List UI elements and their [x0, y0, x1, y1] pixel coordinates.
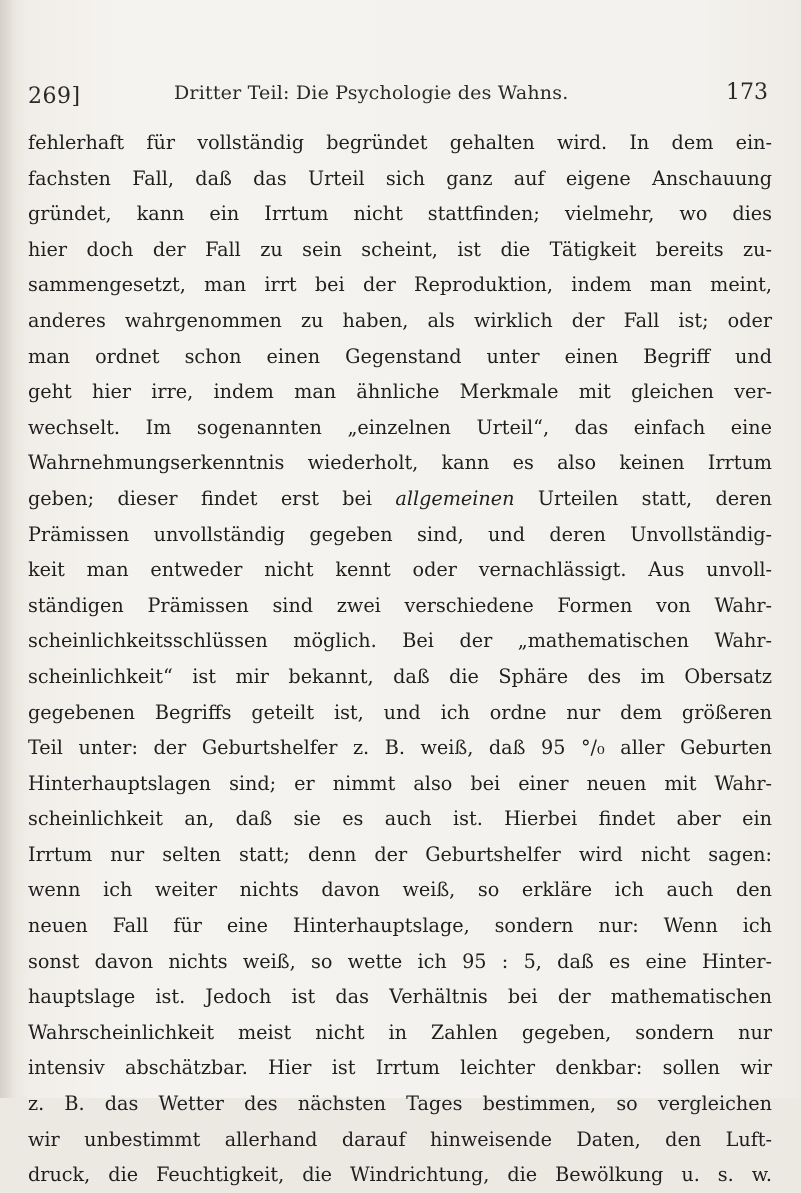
running-title: Dritter Teil: Die Psychologie des Wahns.: [174, 82, 569, 104]
text-segment: Hinterhauptslagen sind; er nimmt also bei einer neuen mit Wahr-: [28, 771, 772, 795]
text-line: [28, 1122, 772, 1158]
text-segment: geben; dieser findet erst bei: [28, 486, 396, 510]
running-header: [0, 78, 801, 118]
text-segment: anderes wahrgenommen zu haben, als wirklich der Fall ist; oder: [28, 308, 772, 332]
text-segment: hier doch der Fall zu sein scheint, ist die Tätigkeit bereits zu-: [28, 237, 772, 261]
text-line: [28, 1157, 772, 1193]
text-segment: Teil unter: der Geburtshelfer z. B. weiß, daß 95 °/₀ aller Geburten: [28, 736, 772, 760]
text-line: [28, 232, 772, 268]
text-segment: fehlerhaft für vollständig begründet gehalten wird. In dem ein-: [28, 131, 772, 154]
text-segment: ständigen Prämissen sind zwei verschiedene Formen von Wahr-: [28, 593, 772, 617]
text-line: [28, 837, 772, 873]
text-segment: geht hier irre, indem man ähnliche Merkmale mit gleichen ver-: [28, 380, 772, 404]
text-line: [28, 944, 772, 980]
text-line: [28, 267, 772, 303]
text-segment: scheinlichkeit“ ist mir bekannt, daß die Sphäre des im Obersatz: [28, 664, 772, 688]
text-line: [28, 517, 772, 553]
text-segment: scheinlichkeitsschlüssen möglich. Bei der „mathematischen Wahr-: [28, 629, 772, 653]
text-line: [28, 410, 772, 446]
text-segment: gründet, kann ein Irrtum nicht stattfinden; vielmehr, wo dies: [28, 202, 772, 226]
text-line: [28, 339, 772, 375]
text-line: [28, 801, 772, 837]
text-segment: Prämissen unvollständig gegeben sind, und deren Unvollständig-: [28, 522, 772, 546]
text-segment: wechselt. Im sogenannten „einzelnen Urteil“, das einfach eine: [28, 415, 772, 439]
section-page-reference: 269]: [28, 84, 81, 109]
text-segment: gegebenen Begriffs geteilt ist, und ich ordne nur dem größeren: [28, 700, 772, 724]
text-line: [28, 979, 772, 1015]
text-segment: sammengesetzt, man irrt bei der Reproduktion, indem man meint,: [28, 273, 772, 297]
text-segment: Wahrnehmungserkenntnis wiederholt, kann es also keinen Irrtum: [28, 451, 772, 475]
text-line: [28, 872, 772, 908]
text-segment: neuen Fall für eine Hinterhauptslage, sondern nur: Wenn ich: [28, 914, 772, 938]
text-line: [28, 303, 772, 339]
text-line: [28, 374, 772, 410]
text-line: [28, 588, 772, 624]
text-line: [28, 1086, 772, 1122]
body-text: [28, 125, 772, 1193]
text-line: [28, 659, 772, 695]
text-line: [28, 125, 772, 161]
text-line: [28, 161, 772, 197]
text-line: [28, 481, 772, 517]
text-segment: scheinlichkeit an, daß sie es auch ist. Hierbei findet aber ein: [28, 807, 772, 831]
text-line: [28, 623, 772, 659]
page-number: 173: [726, 80, 768, 105]
text-segment: Urteilen statt, deren: [514, 486, 772, 510]
text-segment: Wahrscheinlichkeit meist nicht in Zahlen gegeben, sondern nur: [28, 1020, 772, 1044]
text-segment: sonst davon nichts weiß, so wette ich 95 : 5, daß es eine Hinter-: [28, 949, 772, 973]
text-segment: wenn ich weiter nichts davon weiß, so erkläre ich auch den: [28, 878, 772, 902]
text-segment: man ordnet schon einen Gegenstand unter einen Begriff und: [28, 344, 772, 368]
text-line: [28, 766, 772, 802]
text-segment: intensiv abschätzbar. Hier ist Irrtum leichter denkbar: sollen wir: [28, 1056, 772, 1080]
text-line: [28, 445, 772, 481]
text-line: [28, 552, 772, 588]
text-segment: wir unbestimmt allerhand darauf hinweisende Daten, den Luft-: [28, 1127, 772, 1151]
text-segment: fachsten Fall, daß das Urteil sich ganz auf eigene Anschauung: [28, 166, 772, 190]
text-segment: druck, die Feuchtigkeit, die Windrichtung, die Bewölkung u. s. w.: [28, 1163, 772, 1187]
text-segment: hauptslage ist. Jedoch ist das Verhältnis bei der mathematischen: [28, 985, 772, 1009]
binding-shadow: [0, 0, 14, 1098]
text-line: [28, 1015, 772, 1051]
text-line: [28, 730, 772, 766]
text-line: [28, 196, 772, 232]
text-line: [28, 695, 772, 731]
text-line: [28, 1050, 772, 1086]
text-segment: Irrtum nur selten statt; denn der Geburtshelfer wird nicht sagen:: [28, 842, 772, 866]
text-line: [28, 908, 772, 944]
text-segment: z. B. das Wetter des nächsten Tages bestimmen, so vergleichen: [28, 1092, 772, 1116]
emphasized-text: allgemeinen: [395, 486, 515, 510]
text-segment: keit man entweder nicht kennt oder vernachlässigt. Aus unvoll-: [28, 558, 772, 582]
